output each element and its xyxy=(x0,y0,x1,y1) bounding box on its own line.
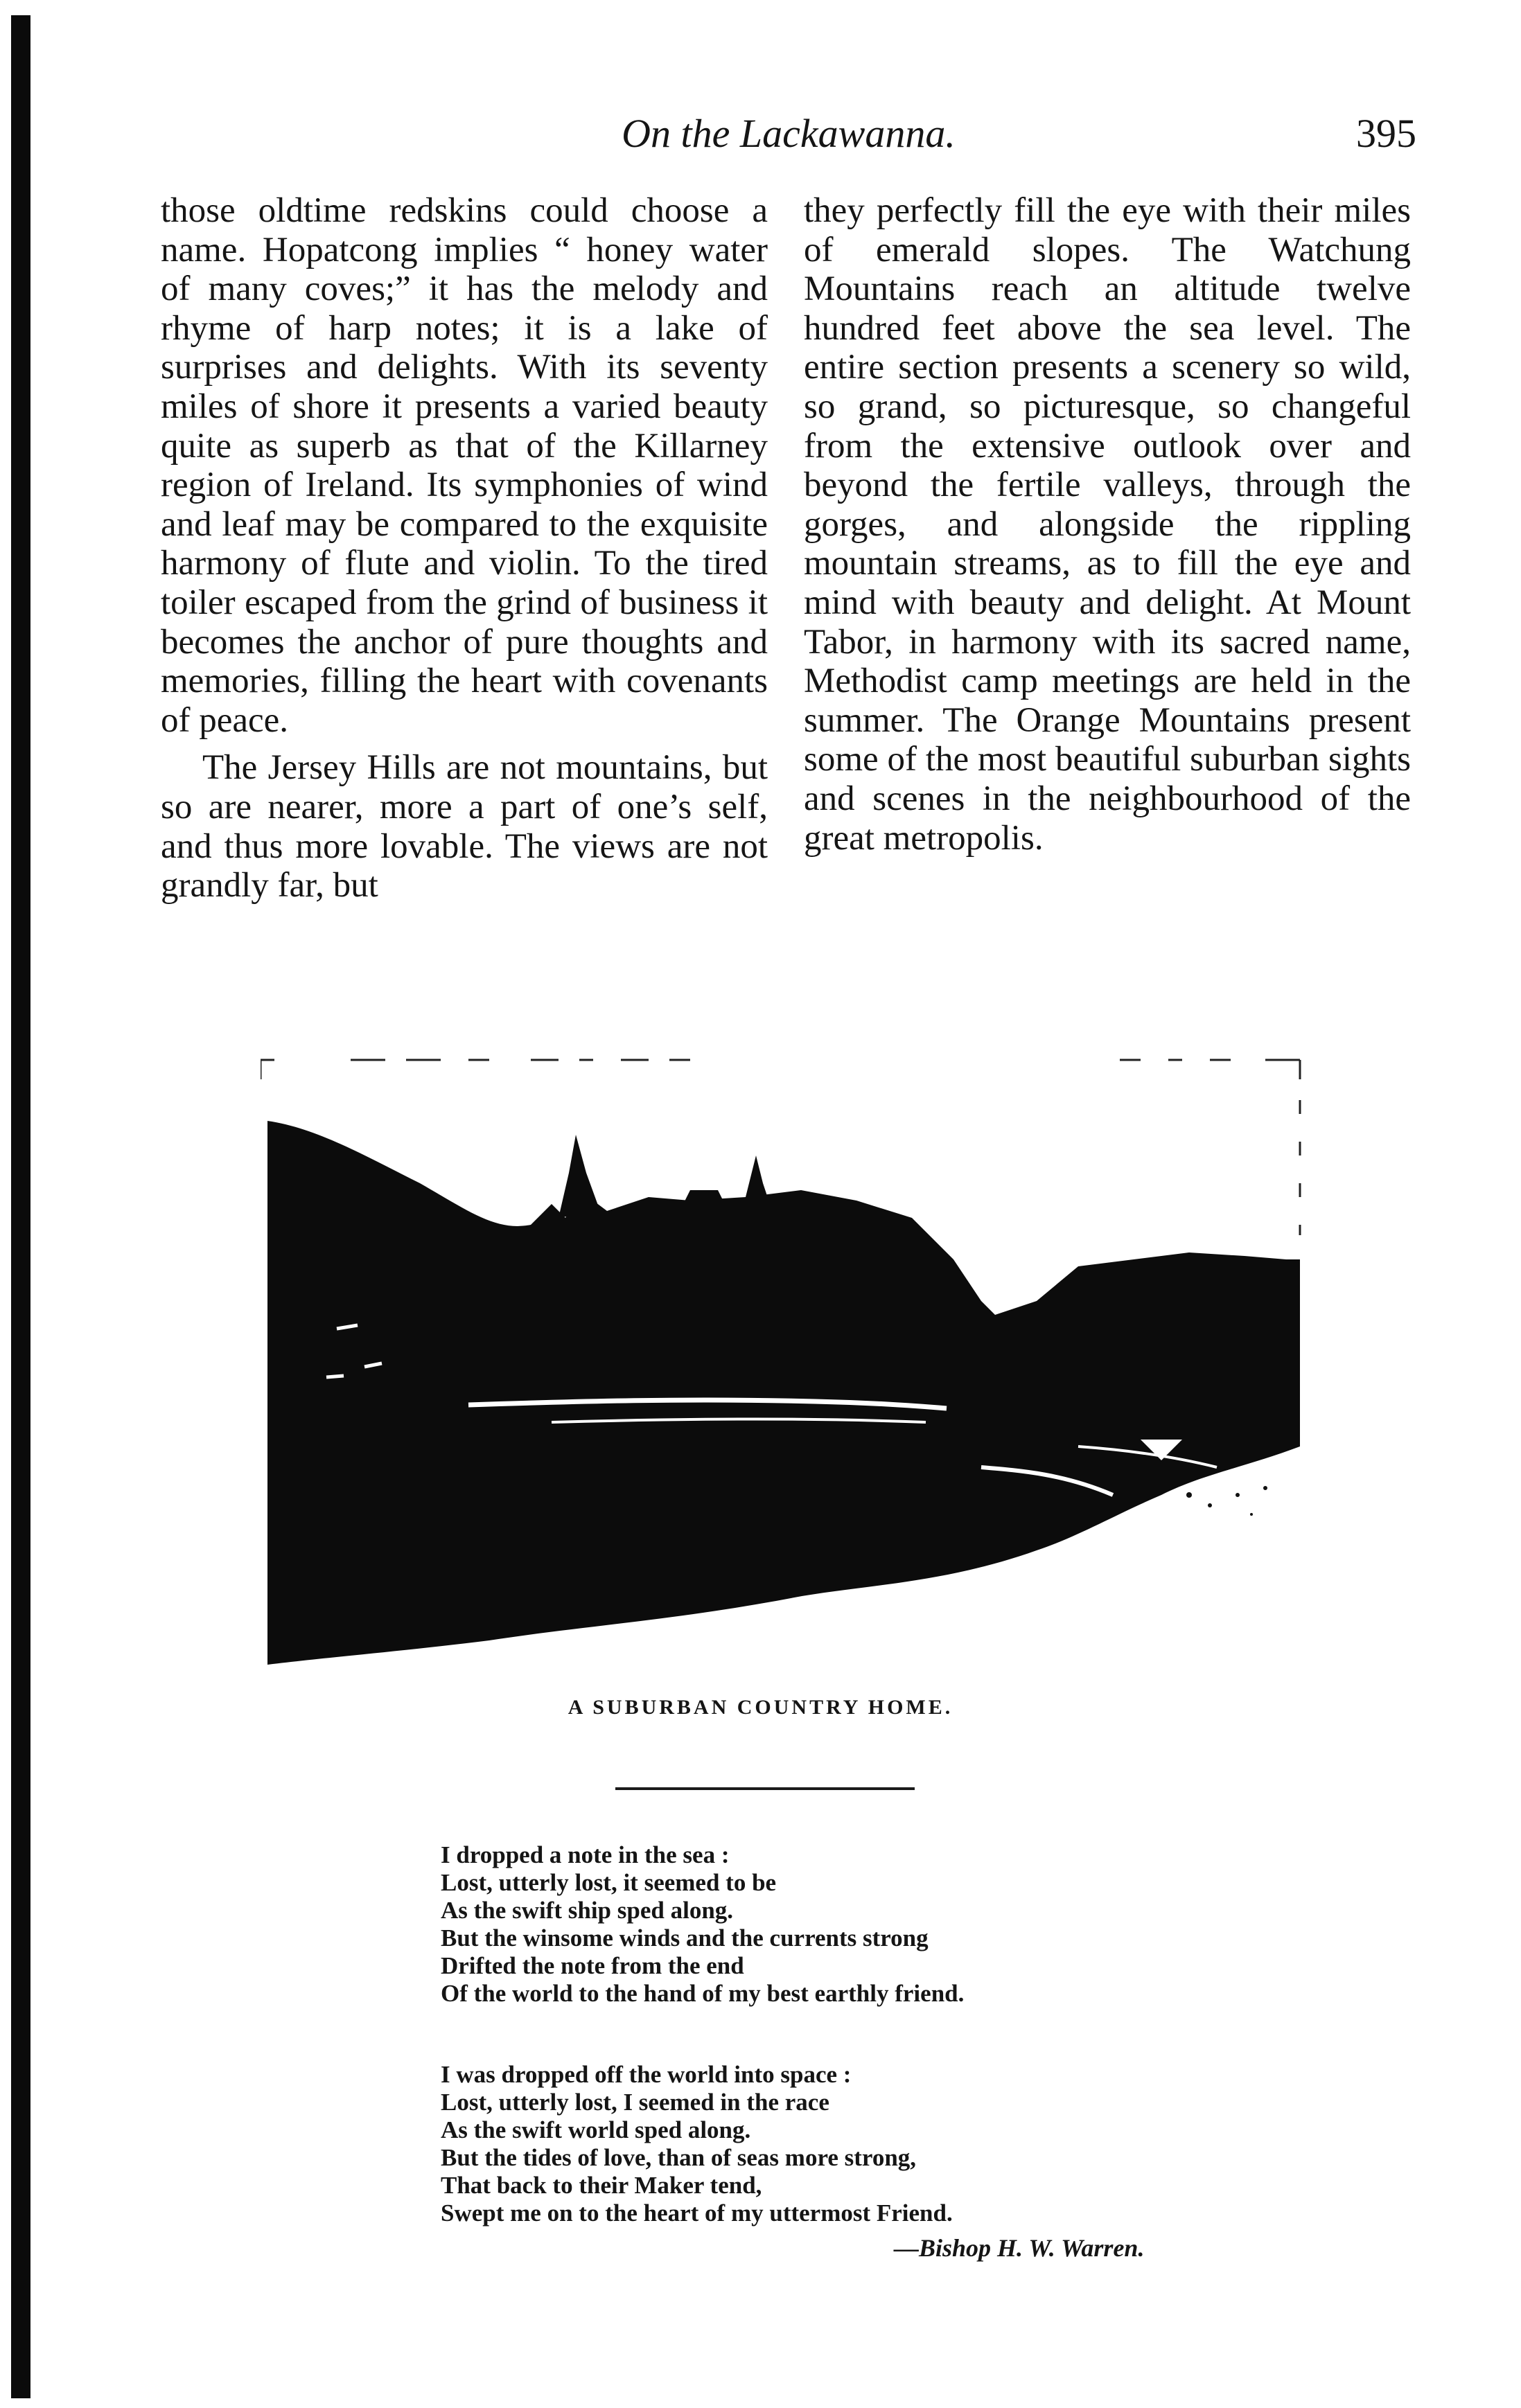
right-column xyxy=(804,191,1411,858)
poem-stanza-1 xyxy=(441,1841,1342,2008)
book-spine-edge xyxy=(11,15,30,2398)
paragraph: they perfectly fill the eye with their miles of emerald slopes. The Watchung Mountains reach an altitude twelve hundred feet above the sea level. The entire section presents a scenery so wild, so grand, so picturesque, so changeful from the extensive outlook over and beyond the fertile valleys, through the gorges, and alongside the rippling mountain streams, as to fill the eye and mind with beauty and delight. At Mount Tabor, in harmony with its sacred name, Methodist camp meetings are held in the summer. The Orange Mountains present some of the most beautiful suburban sights and scenes in the neighbourhood of the great metropolis. xyxy=(804,191,1411,858)
poem-line: I dropped a note in the sea : xyxy=(441,1841,730,1868)
poem-line: Drifted the note from the end xyxy=(441,1952,744,1979)
paragraph: those oldtime redskins could choose a name. Hopatcong implies “ honey water of many coves;” it has the melody and rhyme of harp notes; it is a lake of surprises and delights. With its seventy miles of shore it presents a varied beauty quite as superb as that of the Killarney region of Ireland. Its symphonies of wind and leaf may be compared to the exquisite harmony of flute and violin. To the tired toiler escaped from the grind of business it becomes the anchor of pure thoughts and memories, filling the heart with covenants of peace. xyxy=(161,191,768,740)
poem-line: Lost, utterly lost, it seemed to be xyxy=(441,1869,777,1896)
poem-line: As the swift world sped along. xyxy=(441,2116,751,2143)
figure-caption: A SUBURBAN COUNTRY HOME. xyxy=(568,1696,953,1719)
poem-line: Of the world to the hand of my best earthly friend. xyxy=(441,1980,965,2007)
poem-line: As the swift ship sped along. xyxy=(441,1897,734,1924)
poem-line: Lost, utterly lost, I seemed in the race xyxy=(441,2089,829,2116)
poem-line: That back to their Maker tend, xyxy=(441,2172,762,2199)
poem-stanza-2 xyxy=(441,2061,1342,2227)
suburban-home-illustration xyxy=(261,1052,1328,1682)
poem-line: I was dropped off the world into space : xyxy=(441,2061,852,2088)
poem-line: But the tides of love, than of seas more strong, xyxy=(441,2144,917,2171)
illustration-image xyxy=(261,1052,1328,1682)
paragraph: The Jersey Hills are not mountains, but so are nearer, more a part of one’s self, and thus more lovable. The views are not grandly far, but xyxy=(161,748,768,905)
section-divider xyxy=(615,1787,915,1790)
poem-attribution: —Bishop H. W. Warren. xyxy=(894,2234,1145,2262)
poem-line: But the winsome winds and the currents strong xyxy=(441,1924,929,1951)
page-header xyxy=(161,109,1416,172)
page-number: 395 xyxy=(1356,111,1416,156)
left-column xyxy=(161,191,768,905)
poem-line: Swept me on to the heart of my uttermost Friend. xyxy=(441,2199,953,2226)
running-title: On the Lackawanna. xyxy=(622,111,956,156)
